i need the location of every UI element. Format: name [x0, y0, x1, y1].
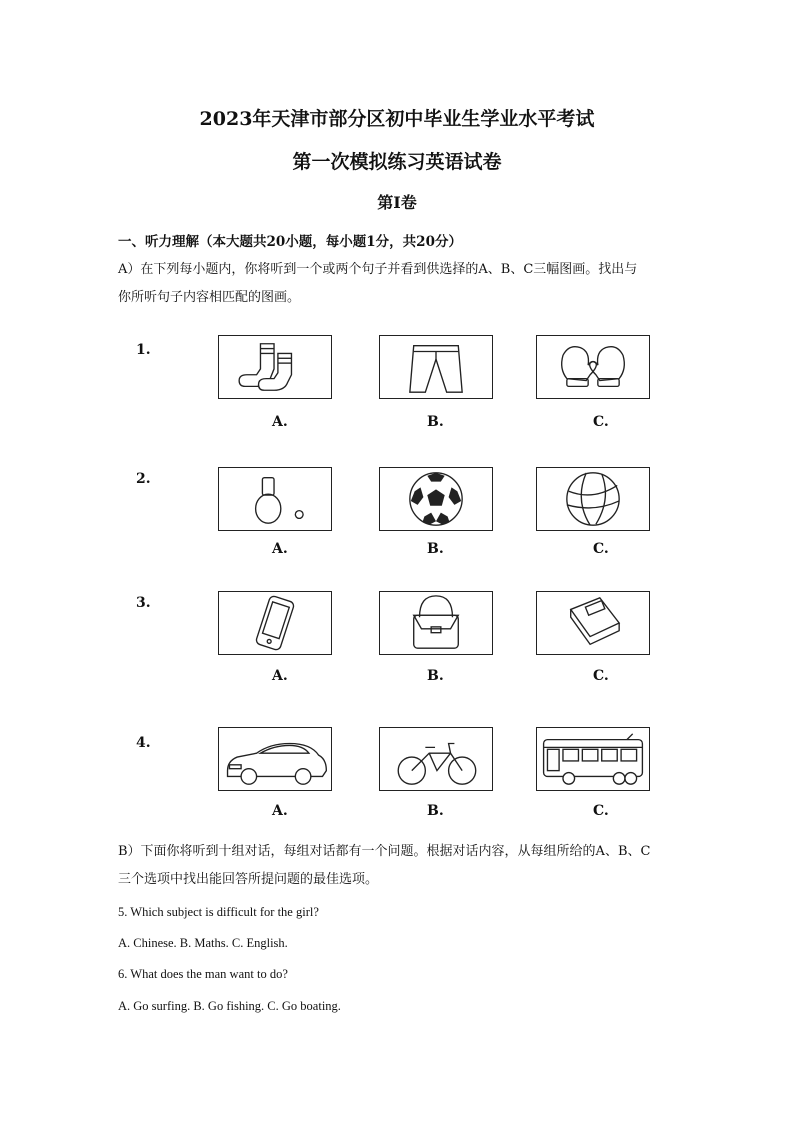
option-label: C. [593, 414, 609, 430]
question-number: 1. [136, 342, 151, 358]
option-label: B. [427, 668, 444, 684]
option-image-car[interactable] [218, 727, 332, 791]
option-image-bag[interactable] [379, 591, 493, 655]
option-image-mittens[interactable] [536, 335, 650, 399]
option-label: B. [427, 541, 444, 557]
option-label: A. [272, 803, 288, 819]
option-image-soccer-ball[interactable] [379, 467, 493, 531]
section-heading: 一、听力理解（本大题共20小题，每小题1分，共20分） [118, 234, 462, 250]
question-options: A. Go surfing. B. Go fishing. C. Go boating. [118, 999, 341, 1013]
phone-icon [219, 592, 331, 654]
part-b-instruction-line1: B）下面你将听到十组对话，每组对话都有一个问题。根据对话内容，从每组所给的A、B、C [118, 844, 651, 859]
option-label: A. [272, 668, 288, 684]
exam-title: 2023年天津市部分区初中毕业生学业水平考试 [199, 108, 595, 130]
option-image-book[interactable] [536, 591, 650, 655]
question-number: 3. [136, 595, 151, 611]
question-number: 4. [136, 735, 151, 751]
option-image-phone[interactable] [218, 591, 332, 655]
option-image-socks[interactable] [218, 335, 332, 399]
option-label: B. [427, 803, 444, 819]
question-stem: 6. What does the man want to do? [118, 967, 288, 981]
pants-icon [380, 336, 492, 398]
basketball-icon [537, 468, 649, 530]
exam-subtitle: 第一次模拟练习英语试卷 [292, 151, 502, 173]
question-stem: 5. Which subject is difficult for the girl? [118, 905, 319, 919]
volume-label: 第I卷 [377, 193, 417, 212]
question-options: A. Chinese. B. Maths. C. English. [118, 936, 288, 950]
part-a-instruction-line1: A）在下列每小题内，你将听到一个或两个句子并看到供选择的A、B、C三幅图画。找出与 [118, 262, 638, 277]
option-label: B. [427, 414, 444, 430]
part-a-instruction-line2: 你所听句子内容相匹配的图画。 [118, 290, 301, 305]
option-image-ping-pong[interactable] [218, 467, 332, 531]
ping-pong-icon [219, 468, 331, 530]
question-number: 2. [136, 471, 151, 487]
mittens-icon [537, 336, 649, 398]
option-label: C. [593, 541, 609, 557]
socks-icon [219, 336, 331, 398]
option-label: C. [593, 668, 609, 684]
option-label: A. [272, 541, 288, 557]
book-icon [537, 592, 649, 654]
option-label: A. [272, 414, 288, 430]
soccer-ball-icon [380, 468, 492, 530]
part-b-instruction-line2: 三个选项中找出能回答所提问题的最佳选项。 [118, 872, 379, 887]
car-icon [219, 728, 331, 790]
option-image-pants[interactable] [379, 335, 493, 399]
option-image-bicycle[interactable] [379, 727, 493, 791]
option-label: C. [593, 803, 609, 819]
option-image-basketball[interactable] [536, 467, 650, 531]
option-image-bus[interactable] [536, 727, 650, 791]
bus-icon [537, 728, 649, 790]
bag-icon [380, 592, 492, 654]
bicycle-icon [380, 728, 492, 790]
